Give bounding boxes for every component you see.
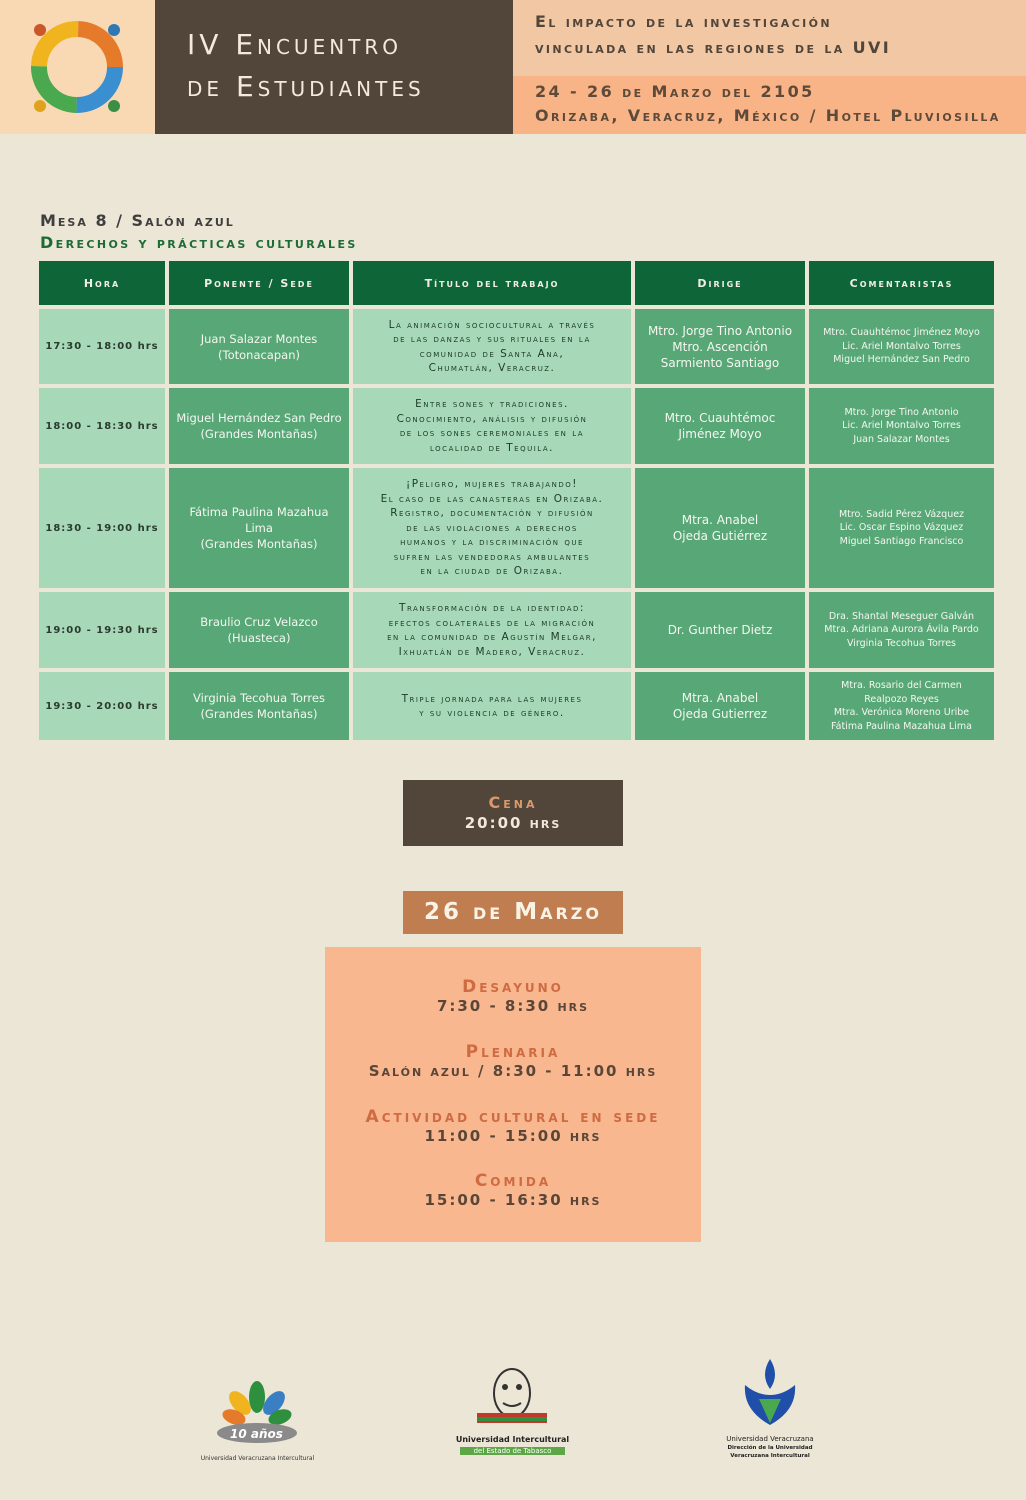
cena-label: Cena: [488, 793, 538, 812]
schedule-value: 11:00 - 15:00 hrs: [424, 1127, 602, 1145]
logo3-line3: Veracruzana Intercultural: [730, 1453, 810, 1459]
cell-ponente: Virginia Tecohua Torres (Grandes Montañas): [169, 672, 349, 740]
uv-logo: [715, 1355, 825, 1465]
date-place-block: [513, 76, 1026, 134]
table-row: [39, 468, 994, 588]
logo1-caption: Universidad Veracruzana Intercultural: [200, 1455, 315, 1462]
cell-titulo: ¡Peligro, mujeres trabajando! El caso de las canasteras en Orizaba. Registro, documentación y difusión de las violaciones a derechos humanos y la discriminación que sufren las vendedoras ambulantes en la ciudad de Orizaba.: [353, 468, 631, 588]
cena-box: [403, 780, 623, 846]
header-ponente: Ponente / Sede: [169, 261, 349, 305]
schedule-value: 15:00 - 16:30 hrs: [424, 1191, 602, 1209]
mask-logo-icon: [455, 1365, 570, 1431]
cell-titulo: La animación sociocultural a través de las danzas y sus rituales en la comunidad de Santa Ana, Chumatlán, Veracruz.: [353, 309, 631, 384]
fleur-logo-icon: [715, 1355, 825, 1433]
cell-comentaristas: Mtro. Sadid Pérez Vázquez Lic. Oscar Espino Vázquez Miguel Santiago Francisco: [809, 468, 994, 588]
cena-time: 20:00 hrs: [464, 814, 562, 832]
theme-block: [513, 0, 1026, 76]
mesa-subtitle: Derechos y prácticas culturales: [40, 233, 358, 252]
table-row: [39, 592, 994, 668]
cell-comentaristas: Mtra. Rosario del Carmen Realpozo Reyes Mtra. Verónica Moreno Uribe Fátima Paulina Mazahua Lima: [809, 672, 994, 740]
schedule-item: [325, 1042, 701, 1080]
theme-line2: vinculada en las regiones de la UVI: [535, 38, 892, 57]
cell-dirige: Mtra. Anabel Ojeda Gutiérrez: [635, 468, 805, 588]
header-titulo: Título del trabajo: [353, 261, 631, 305]
ring-logo-icon: [0, 0, 155, 134]
event-logo: [0, 0, 155, 134]
logo1-text: 10 años: [230, 1427, 283, 1441]
schedule-value: Salón azul / 8:30 - 11:00 hrs: [368, 1062, 658, 1080]
cell-comentaristas: Mtro. Jorge Tino Antonio Lic. Ariel Montalvo Torres Juan Salazar Montes: [809, 388, 994, 464]
cell-dirige: Mtra. Anabel Ojeda Gutierrez: [635, 672, 805, 740]
cell-ponente: Fátima Paulina Mazahua Lima (Grandes Montañas): [169, 468, 349, 588]
day-schedule-box: [325, 947, 701, 1242]
schedule-label: Comida: [474, 1171, 552, 1191]
cell-titulo: Transformación de la identidad: efectos colaterales de la migración en la comunidad de Agustín Melgar, Ixhuatlán de Madero, Veracruz.: [353, 592, 631, 668]
cell-dirige: Mtro. Cuauhtémoc Jiménez Moyo: [635, 388, 805, 464]
schedule-label: Plenaria: [465, 1042, 561, 1062]
day-heading: 26 de Marzo: [403, 891, 623, 934]
cell-ponente: Juan Salazar Montes (Totonacapan): [169, 309, 349, 384]
schedule-label: Desayuno: [462, 977, 564, 997]
schedule-value: 7:30 - 8:30 hrs: [436, 997, 590, 1015]
uvi-10-anos-logo: [200, 1375, 315, 1465]
table-row: [39, 388, 994, 464]
logo2-line1: Universidad Intercultural: [455, 1435, 570, 1444]
date-line: 24 - 26 de Marzo del 2105: [535, 82, 815, 101]
table-row: [39, 309, 994, 384]
header-comentaristas: Comentaristas: [809, 261, 994, 305]
place-line: Orizaba, Veracruz, México / Hotel Pluviosilla: [535, 106, 1001, 125]
schedule-item: [325, 977, 701, 1015]
table-row: [39, 672, 994, 740]
event-title-line2: de Estudiantes: [187, 70, 425, 103]
header-hora: Hora: [39, 261, 165, 305]
uiet-logo: [455, 1365, 570, 1465]
cell-ponente: Miguel Hernández San Pedro (Grandes Montañas): [169, 388, 349, 464]
cell-comentaristas: Dra. Shantal Meseguer Galván Mtra. Adriana Aurora Ávila Pardo Virginia Tecohua Torres: [809, 592, 994, 668]
cell-hora: 19:00 - 19:30 hrs: [39, 592, 165, 668]
event-title-line1: IV Encuentro: [187, 28, 403, 61]
schedule-item: [325, 1171, 701, 1209]
table-header-row: [39, 261, 994, 305]
cell-titulo: Triple jornada para las mujeres y su violencia de género.: [353, 672, 631, 740]
cell-hora: 19:30 - 20:00 hrs: [39, 672, 165, 740]
cell-ponente: Braulio Cruz Velazco (Huasteca): [169, 592, 349, 668]
header-dirige: Dirige: [635, 261, 805, 305]
cell-dirige: Mtro. Jorge Tino Antonio Mtro. Ascención Sarmiento Santiago: [635, 309, 805, 384]
logo3-line2: Dirección de la Universidad: [727, 1445, 813, 1451]
event-title-block: [155, 0, 513, 134]
logo2-line2: del Estado de Tabasco: [460, 1447, 565, 1455]
cell-dirige: Dr. Gunther Dietz: [635, 592, 805, 668]
cell-hora: 18:00 - 18:30 hrs: [39, 388, 165, 464]
logo3-line1: Universidad Veracruzana: [726, 1435, 814, 1443]
cell-hora: 17:30 - 18:00 hrs: [39, 309, 165, 384]
cell-titulo: Entre sones y tradiciones. Conocimiento, análisis y difusión de los sones ceremoniales en la localidad de Tequila.: [353, 388, 631, 464]
cell-hora: 18:30 - 19:00 hrs: [39, 468, 165, 588]
header-banner: [0, 0, 1026, 134]
mesa-title: Mesa 8 / Salón azul: [40, 211, 235, 230]
schedule-item: [325, 1107, 701, 1145]
theme-line1: El impacto de la investigación: [535, 12, 833, 31]
schedule-label: Actividad cultural en sede: [365, 1107, 661, 1127]
cell-comentaristas: Mtro. Cuauhtémoc Jiménez Moyo Lic. Ariel Montalvo Torres Miguel Hernández San Pedro: [809, 309, 994, 384]
